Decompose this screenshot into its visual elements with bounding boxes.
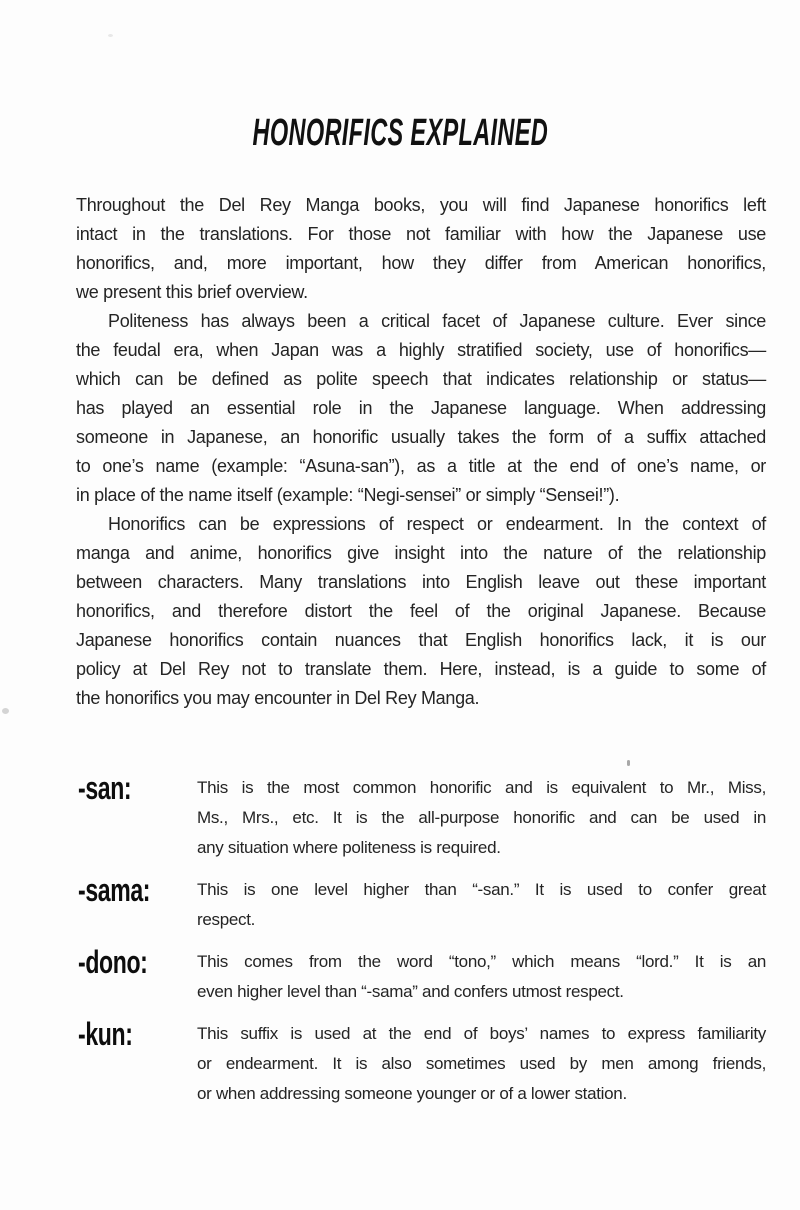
honorifics-glossary bbox=[78, 770, 766, 1121]
body-line: between characters. Many translations into English leave out these important bbox=[76, 572, 766, 592]
body-line: the honorifics you may encounter in Del Rey Manga. bbox=[76, 688, 480, 708]
glossary-entry-kun bbox=[78, 1016, 766, 1109]
glossary-term: -kun: bbox=[78, 1016, 133, 1052]
body-line: to one’s name (example: “Asuna-san”), as a title at the end of one’s name, or bbox=[76, 456, 766, 476]
definition-line: or when addressing someone younger or of a lower station. bbox=[197, 1084, 627, 1103]
body-line: intact in the translations. For those not familiar with how the Japanese use bbox=[76, 224, 766, 244]
body-line: someone in Japanese, an honorific usually takes the form of a suffix attached bbox=[76, 427, 766, 447]
definition-line: This suffix is used at the end of boys’ names to express familiarity bbox=[197, 1024, 766, 1043]
page-title-row bbox=[0, 110, 800, 164]
definition-line: This is one level higher than “-san.” It is used to confer great bbox=[197, 880, 766, 899]
glossary-entry-sama bbox=[78, 872, 766, 935]
definition-line: This is the most common honorific and is equivalent to Mr., Miss, bbox=[197, 778, 766, 797]
glossary-definition bbox=[197, 875, 766, 935]
body-line: honorifics, and therefore distort the feel of the original Japanese. Because bbox=[76, 601, 766, 621]
scan-speckle bbox=[2, 708, 9, 714]
definition-line: or endearment. It is also sometimes used by men among friends, bbox=[197, 1054, 766, 1073]
glossary-term-cell bbox=[78, 1016, 197, 1109]
body-line: honorifics, and, more important, how they differ from American honorifics, bbox=[76, 253, 766, 273]
body-text-block bbox=[76, 191, 766, 713]
body-line: policy at Del Rey not to translate them. Here, instead, is a guide to some of bbox=[76, 659, 766, 679]
glossary-term-cell bbox=[78, 872, 197, 935]
glossary-entry-san bbox=[78, 770, 766, 863]
glossary-term: -dono: bbox=[78, 944, 148, 980]
scan-speckle bbox=[627, 760, 630, 766]
glossary-term: -sama: bbox=[78, 872, 151, 908]
body-line: has played an essential role in the Japanese language. When addressing bbox=[76, 398, 766, 418]
paragraph bbox=[76, 191, 766, 307]
glossary-definition bbox=[197, 773, 766, 863]
definition-line: Ms., Mrs., etc. It is the all-purpose honorific and can be used in bbox=[197, 808, 766, 827]
glossary-definition bbox=[197, 1019, 766, 1109]
scan-speckle bbox=[108, 34, 113, 37]
body-line: which can be defined as polite speech that indicates relationship or status— bbox=[76, 369, 766, 389]
glossary-entry-dono bbox=[78, 944, 766, 1007]
body-line: in place of the name itself (example: “Negi-sensei” or simply “Sensei!”). bbox=[76, 485, 620, 505]
body-line: Throughout the Del Rey Manga books, you will find Japanese honorifics left bbox=[76, 195, 766, 215]
paragraph bbox=[76, 307, 766, 510]
glossary-term-cell bbox=[78, 770, 197, 863]
paragraph bbox=[76, 510, 766, 713]
definition-line: This comes from the word “tono,” which means “lord.” It is an bbox=[197, 952, 766, 971]
definition-line: any situation where politeness is required. bbox=[197, 838, 501, 857]
body-line: Politeness has always been a critical facet of Japanese culture. Ever since bbox=[108, 311, 766, 331]
body-line: Honorifics can be expressions of respect or endearment. In the context of bbox=[108, 514, 766, 534]
definition-line: even higher level than “-sama” and confers utmost respect. bbox=[197, 982, 624, 1001]
body-line: manga and anime, honorifics give insight into the nature of the relationship bbox=[76, 543, 766, 563]
page-title: HONORIFICS EXPLAINED bbox=[252, 112, 548, 154]
body-line: Japanese honorifics contain nuances that English honorifics lack, it is our bbox=[76, 630, 766, 650]
glossary-definition bbox=[197, 947, 766, 1007]
body-line: the feudal era, when Japan was a highly stratified society, use of honorifics— bbox=[76, 340, 766, 360]
glossary-term-cell bbox=[78, 944, 197, 1007]
glossary-term: -san: bbox=[78, 770, 132, 806]
definition-line: respect. bbox=[197, 910, 256, 929]
body-line: we present this brief overview. bbox=[76, 282, 308, 302]
